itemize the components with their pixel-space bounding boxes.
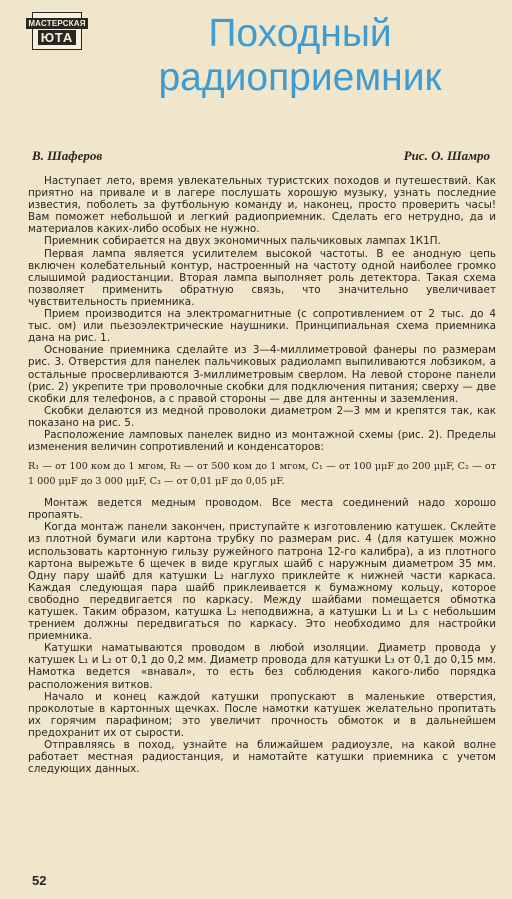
paragraph: Наступает лето, время увлекательных туристских походов и путешествий. Как приятно на привале и в лагере послушать хорошую музыку, узнать последние известия, поболеть за футбольную команду и, наконец, просто проверить часы! Вам поможет небольшой и легкий радиоприемник. Сделать его нетрудно, да и материалов каких-либо особых не нужно. [28,175,496,236]
article-body [28,175,496,775]
page-number: 52 [32,873,47,888]
logo-line1: МАСТЕРСКАЯ [28,18,86,28]
paragraph: Прием производится на электромагнитные (с сопротивлением от 2 тыс. до 4 тыс. ом) или пьезоэлектрические наушники. Принципиальная схема приемника дана на рис. 1. [28,308,496,345]
magazine-logo [28,12,86,50]
paragraph: Основание приемника сделайте из 3—4-миллиметровой фанеры по размерам рис. 3. Отверстия для панелек пальчиковых радиоламп выпиливаются лобзиком, а остальные просверливаются 3-миллиметровым сверлом. На левой стороне панели (рис. 2) укрепите три проволочные скобки для подключения питания; сверху — две скобки для телефонов, а с правой стороны — две для антенны и заземления. [28,344,496,405]
paragraph: Когда монтаж панели закончен, приступайте к изготовлению катушек. Склейте из плотной бумаги или картона трубку по размерам рис. 4 (для катушек можно использовать картонную гильзу ружейного патрона 12-го калибра), а из плотного картона вырежьте 6 щечек в виде круглых шайб с наружным диаметром 35 мм. Одну пару шайб для катушки L₂ наглухо приклейте к нижней части каркаса. Каждая следующая пара шайб приклеивается к бумажному кольцу, которое свободно передвигается по каркасу. Между шайбами помещается обмотка катушек. Таким образом, катушка L₂ неподвижна, а катушки L₁ и L₃ с небольшим трением должны передвигаться по каркасу. Это необходимо для настройки приемника. [28,521,496,643]
illustrator-credit: Рис. О. Шамро [403,148,490,163]
paragraph: Начало и конец каждой катушки пропускают в маленькие отверстия, проколотые в картонных щечках. После намотки катушек желательно пропитать их горячим парафином; это увеличит прочность обмоток и в дальнейшем предохранит их от сырости. [28,690,496,739]
paragraph: Расположение ламповых панелек видно из монтажной схемы (рис. 2). Пределы изменения величин сопротивлений и конденсаторов: [28,428,496,454]
component-values-formula: R₁ — от 100 ком до 1 мгом, R₂ — от 500 ком до 1 мгом, C₁ — от 100 μμF до 200 μμF, C₂ — от 1 000 μμF до 3 000 μμF, C₃ — от 0,01 μF до 0,05 μF. [28,461,496,488]
logo-line2: ЮТА [38,30,77,45]
paragraph: Приемник собирается на двух экономичных пальчиковых лампах 1К1П. [44,235,441,248]
paragraph: Монтаж ведется медным проводом. Все места соединений надо хорошо пропаять. [28,497,496,522]
paragraph: Скобки делаются из медной проволоки диаметром 2—3 мм и крепятся так, как показано на рис. 5. [28,404,496,429]
title-line1: Походный [208,12,392,55]
title-line2: радиоприемник [158,56,442,99]
author-name: В. Шаферов [32,148,103,163]
article-title [120,12,480,100]
paragraph: Первая лампа является усилителем высокой частоты. В ее анодную цепь включен колебательный контур, настроенный на частоту одной наиболее громко слышимой радиостанции. Вторая лампа выполняет роль детектора. Такая схема позволяет применить обратную связь, что значительно увеличивает чувствительность приемника. [28,247,496,308]
paragraph: Катушки наматываются проводом в любой изоляции. Диаметр провода у катушек L₁ и L₂ от 0,1 до 0,2 мм. Диаметр провода для катушки L₃ от 0,1 до 0,15 мм. Намотка ведется «внавал», то есть без соблюдения какого-либо порядка расположения витков. [28,642,496,691]
paragraph: Отправляясь в поход, узнайте на ближайшем радиоузле, на какой волне работает местная радиостанция, и намотайте катушки приемника с учетом следующих данных. [28,739,496,776]
